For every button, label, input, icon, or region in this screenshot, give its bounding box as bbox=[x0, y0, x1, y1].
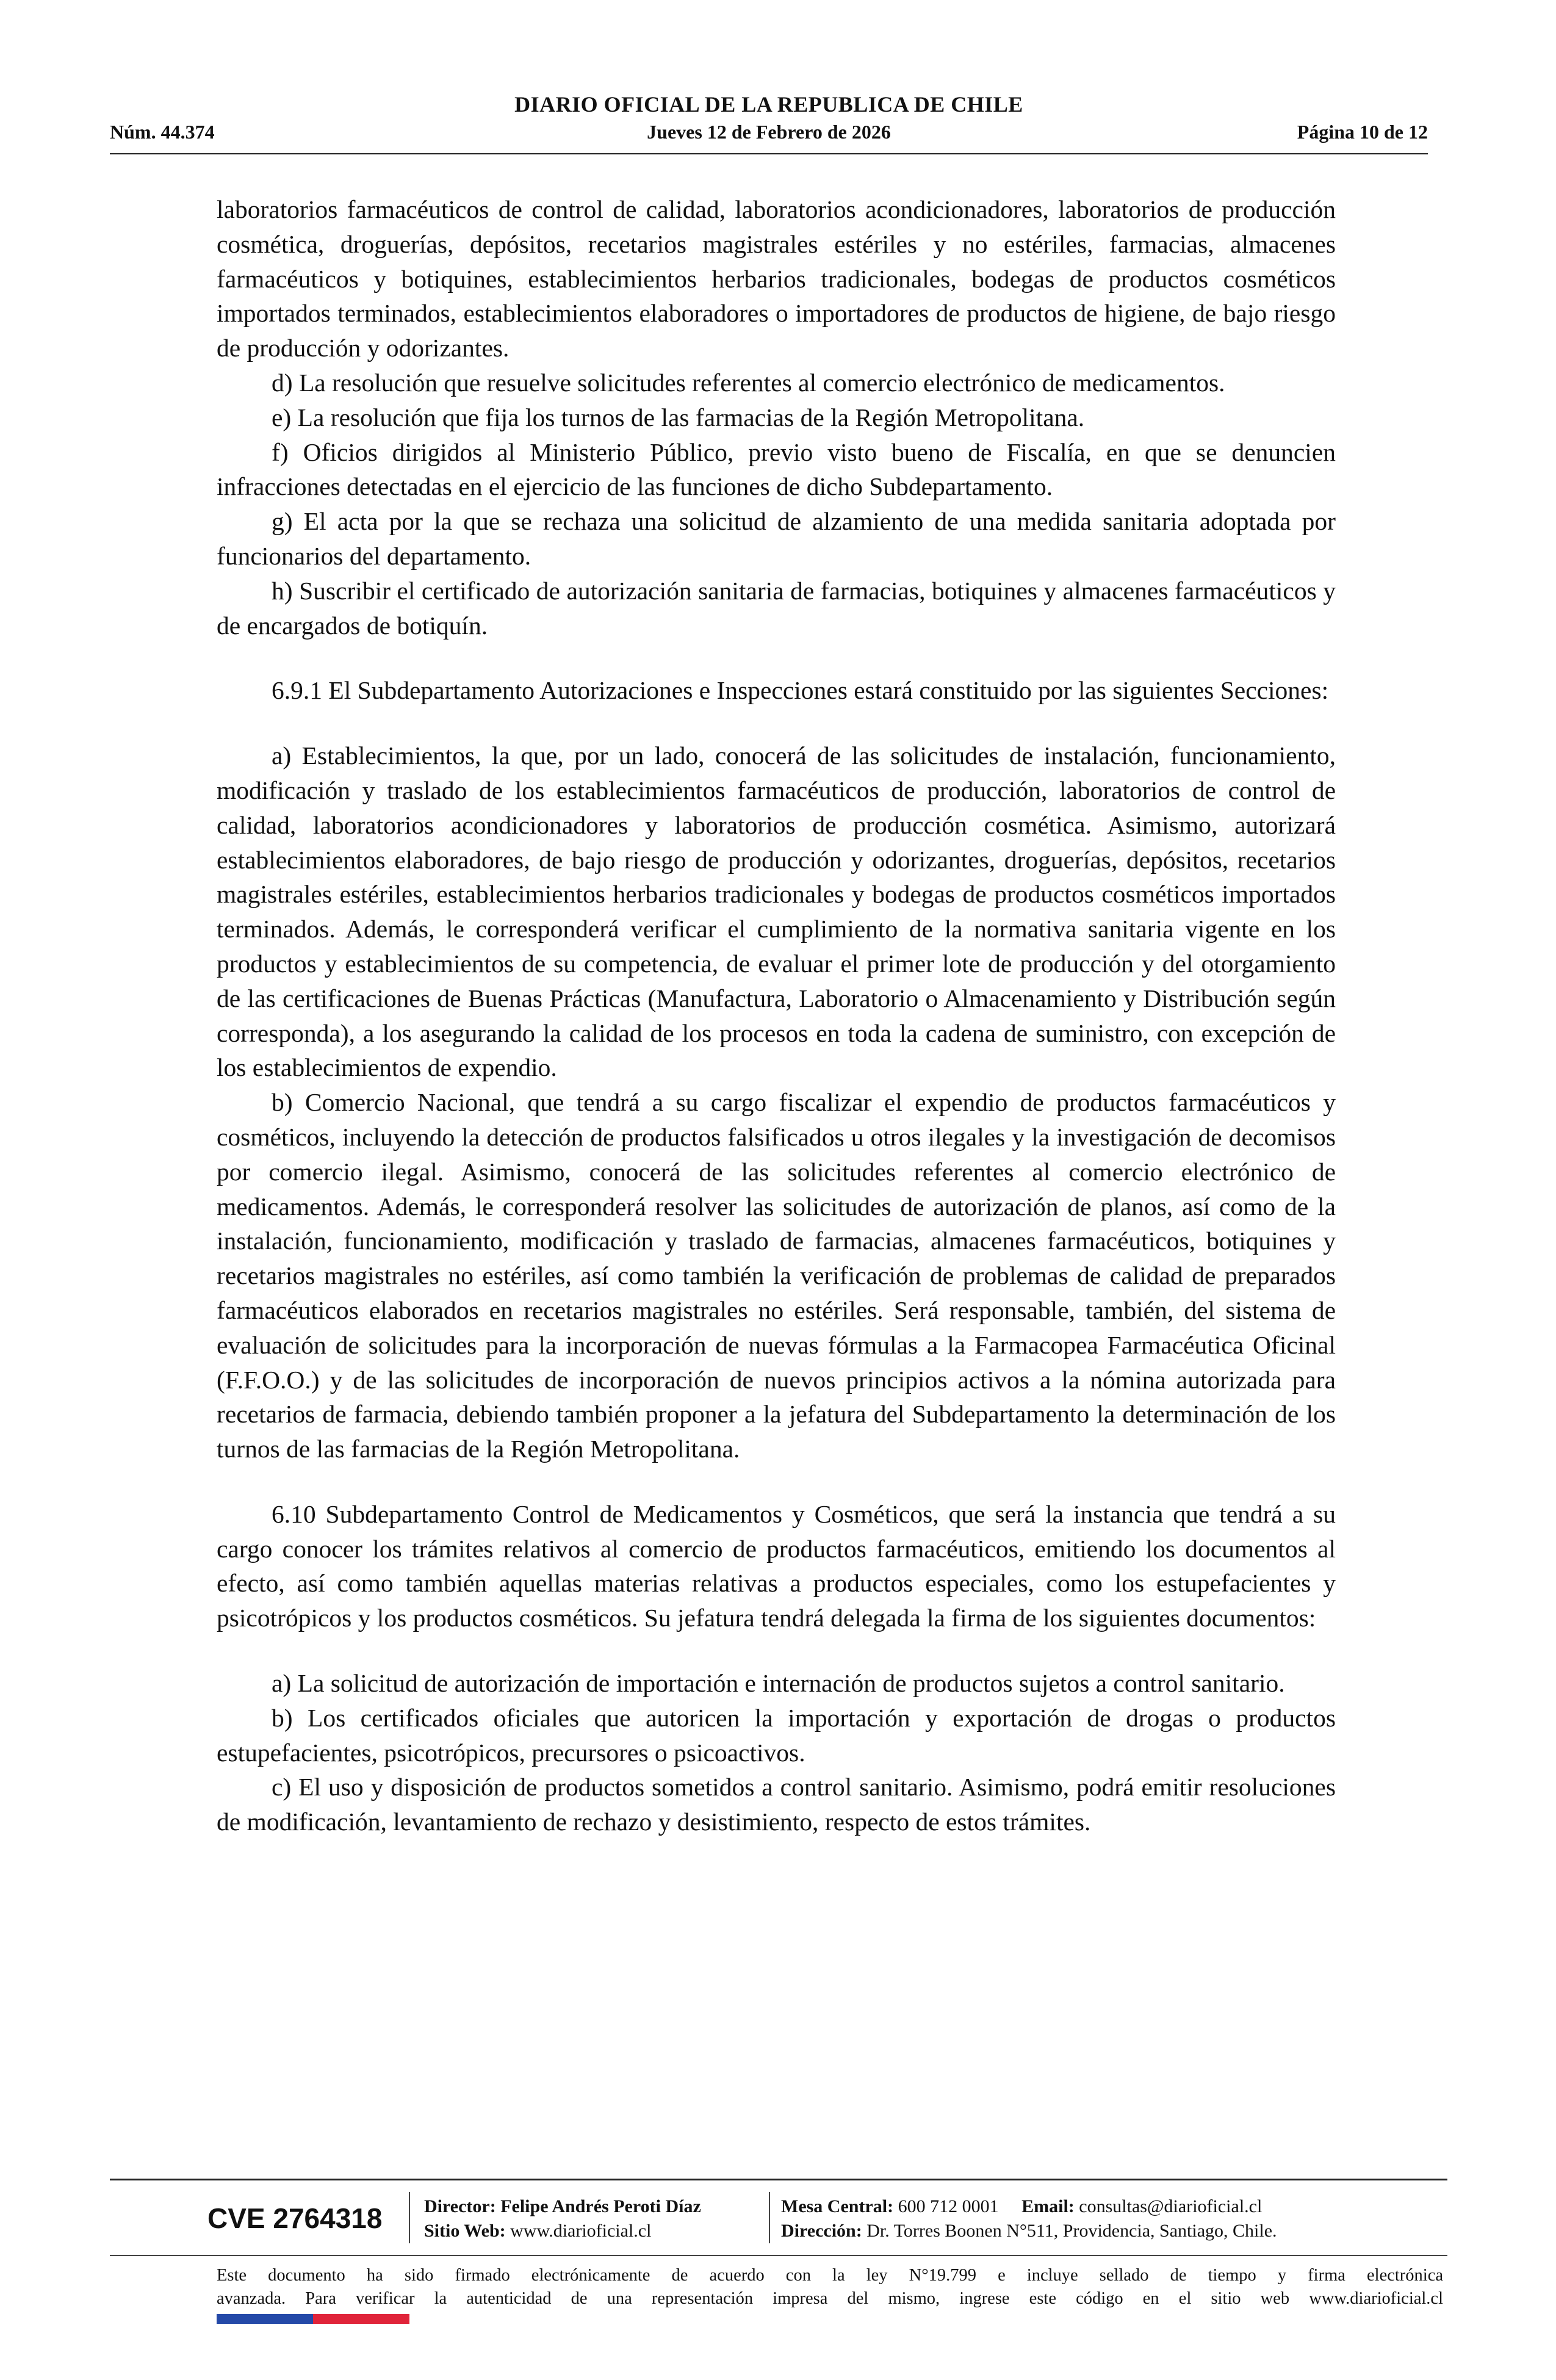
phone-label: Mesa Central: bbox=[781, 2196, 894, 2216]
document-body bbox=[217, 192, 1336, 1839]
paragraph: b) Los certificados oficiales que autoricen la importación y exportación de drogas o productos estupefacientes, psicotrópicos, precursores o psicoactivos. bbox=[217, 1703, 1336, 1767]
director-label: Director: bbox=[424, 2196, 496, 2216]
page-footer bbox=[110, 2179, 1447, 2325]
email-link[interactable]: consultas@diarioficial.cl bbox=[1079, 2196, 1262, 2216]
phone-number: 600 712 0001 bbox=[898, 2196, 999, 2216]
footer-separator bbox=[769, 2192, 770, 2243]
paragraph: c) El uso y disposición de productos sometidos a control sanitario. Asimismo, podrá emitir resoluciones de modificación, levantamiento de rechazo y desistimiento, respecto de estos trámites. bbox=[217, 1773, 1336, 1836]
issue-number: Núm. 44.374 bbox=[110, 121, 215, 143]
page-header bbox=[110, 92, 1428, 153]
header-divider bbox=[110, 153, 1428, 154]
website-link[interactable]: www.diarioficial.cl bbox=[510, 2221, 652, 2241]
flag-color-bar bbox=[217, 2314, 409, 2324]
paragraph: d) La resolución que resuelve solicitudes referentes al comercio electrónico de medicamentos. bbox=[272, 368, 1225, 397]
cve-code: CVE 2764318 bbox=[207, 2202, 383, 2234]
paragraph: g) El acta por la que se rechaza una solicitud de alzamiento de una medida sanitaria adoptada por funcionarios del departamento. bbox=[217, 507, 1336, 570]
flag-bar-blue bbox=[217, 2314, 313, 2324]
section-heading-paragraph: 6.9.1 El Subdepartamento Autorizaciones e Inspecciones estará constituido por las siguientes Secciones: bbox=[272, 676, 1329, 705]
legal-notice bbox=[217, 2264, 1443, 2310]
contact-info bbox=[781, 2194, 1277, 2243]
website-label: Sitio Web: bbox=[424, 2221, 506, 2241]
director-name: Felipe Andrés Peroti Díaz bbox=[500, 2196, 701, 2216]
page-indicator: Página 10 de 12 bbox=[1297, 121, 1428, 143]
footer-divider bbox=[110, 2179, 1447, 2180]
director-info bbox=[424, 2194, 701, 2243]
paragraph: laboratorios farmacéuticos de control de calidad, laboratorios acondicionadores, laboratorios de producción cosmética, droguerías, depósitos, recetarios magistrales estériles y no estériles, farmacias, almacenes farmacéuticos y botiquines, establecimientos herbarios tradicionales, bodegas de productos cosméticos importados terminados, establecimientos elaboradores o importadores de productos de higiene, de bajo riesgo de producción y odorizantes. bbox=[217, 195, 1336, 362]
email-label: Email: bbox=[1021, 2196, 1075, 2216]
legal-line: Este documento ha sido firmado electrónicamente de acuerdo con la ley N°19.799 e incluye sellado de tiempo y firma electrónica bbox=[217, 2266, 1443, 2285]
paragraph: a) Establecimientos, la que, por un lado, conocerá de las solicitudes de instalación, funcionamiento, modificación y traslado de los establecimientos farmacéuticos de producción, laboratorios de control de calidad, laboratorios acondicionadores y laboratorios de producción cosmética. Asimismo, autorizará establecimientos elaboradores, de bajo riesgo de producción y odorizantes, droguerías, depósitos, recetarios magistrales estériles, establecimientos herbarios tradicionales y bodegas de productos cosméticos importados terminados. Además, le corresponderá verificar el cumplimiento de la normativa sanitaria vigente en los productos y establecimientos de su competencia, de evaluar el primer lote de producción y del otorgamiento de las certificaciones de Buenas Prácticas (Manufactura, Laboratorio o Almacenamiento y Distribución según corresponda), a los asegurando la calidad de los procesos en toda la cadena de suministro, con excepción de los establecimientos de expendio. bbox=[217, 741, 1336, 1082]
paragraph: b) Comercio Nacional, que tendrá a su cargo fiscalizar el expendio de productos farmacéuticos y cosméticos, incluyendo la detección de productos falsificados u otros ilegales y la investigación de decomisos por comercio ilegal. Asimismo, conocerá de las solicitudes referentes al comercio electrónico de medicamentos. Además, le corresponderá resolver las solicitudes de autorización de planos, así como de la instalación, funcionamiento, modificación y traslado de farmacias, almacenes farmacéuticos, botiquines y recetarios magistrales no estériles, así como también la verificación de problemas de calidad de preparados farmacéuticos elaborados en recetarios magistrales no estériles. Será responsable, también, del sistema de evaluación de solicitudes para la incorporación de nuevas fórmulas a la Farmacopea Farmacéutica Oficinal (F.F.O.O.) y de las solicitudes de incorporación de nuevos principios activos a la nómina autorizada para recetarios de farmacia, debiendo también proponer a la jefatura del Subdepartamento la determinación de los turnos de las farmacias de la Región Metropolitana. bbox=[217, 1088, 1336, 1463]
flag-bar-red bbox=[313, 2314, 409, 2324]
footer-divider bbox=[110, 2255, 1447, 2256]
paragraph: a) La solicitud de autorización de importación e internación de productos sujetos a control sanitario. bbox=[272, 1669, 1285, 1698]
address-text: Dr. Torres Boonen N°511, Providencia, Santiago, Chile. bbox=[866, 2221, 1277, 2241]
paragraph: e) La resolución que fija los turnos de las farmacias de la Región Metropolitana. bbox=[272, 403, 1085, 431]
footer-separator bbox=[409, 2192, 410, 2243]
paragraph: f) Oficios dirigidos al Ministerio Público, previo visto bueno de Fiscalía, en que se denuncien infracciones detectadas en el ejercicio de las funciones de dicho Subdepartamento. bbox=[217, 438, 1336, 501]
paragraph: h) Suscribir el certificado de autorización sanitaria de farmacias, botiquines y almacenes farmacéuticos y de encargados de botiquín. bbox=[217, 576, 1336, 640]
legal-line: avanzada. Para verificar la autenticidad de una representación impresa del mismo, ingrese este código en el sitio web www.diarioficial.cl bbox=[217, 2289, 1443, 2308]
newspaper-title: DIARIO OFICIAL DE LA REPUBLICA DE CHILE bbox=[514, 92, 1023, 117]
address-label: Dirección: bbox=[781, 2221, 862, 2241]
section-heading-paragraph: 6.10 Subdepartamento Control de Medicamentos y Cosméticos, que será la instancia que tendrá a su cargo conocer los trámites relativos al comercio de productos farmacéuticos, emitiendo los documentos al efecto, así como también aquellas materias relativas a productos especiales, como los estupefacientes y psicotrópicos y los productos cosméticos. Su jefatura tendrá delegada la firma de los siguientes documentos: bbox=[217, 1499, 1336, 1632]
issue-date: Jueves 12 de Febrero de 2026 bbox=[647, 121, 891, 143]
